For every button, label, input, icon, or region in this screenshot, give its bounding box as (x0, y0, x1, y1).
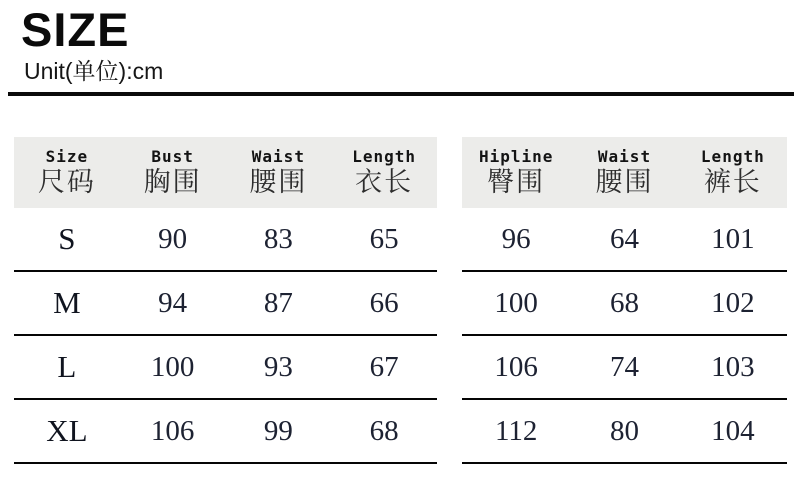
size-label: XL (46, 413, 88, 448)
title-divider (8, 92, 794, 96)
header-waist-en: Waist (251, 147, 305, 167)
measurement-value: 68 (609, 286, 639, 319)
measurement-value: 65 (369, 222, 399, 255)
table-row (14, 336, 437, 400)
header-length-en: Length (352, 147, 417, 167)
measurement-value: 101 (711, 222, 755, 255)
header-waist-en: Waist (597, 147, 652, 167)
header-size-zh: 尺码 (37, 167, 96, 198)
measurement-value: 102 (711, 286, 755, 319)
measurement-value: 93 (263, 350, 293, 383)
measurement-value: 104 (711, 414, 755, 447)
measurement-value: 74 (609, 350, 639, 383)
header-hipline-zh: 臀围 (487, 167, 546, 198)
header-bust-en: Bust (151, 147, 194, 167)
tables-region (14, 137, 787, 464)
measurement-value: 68 (369, 414, 399, 447)
measurement-value: 106 (150, 414, 195, 447)
measurement-value: 83 (263, 222, 293, 255)
table-row (14, 272, 437, 336)
header-cell-bust (120, 137, 226, 208)
header-cell-waist (226, 137, 332, 208)
table-row (462, 336, 787, 400)
measurement-value: 96 (501, 222, 531, 255)
size-label: S (58, 221, 76, 256)
header-cell-size (14, 137, 120, 208)
header-cell-length (679, 137, 787, 208)
garment-size-table (14, 137, 437, 464)
measurement-value: 67 (369, 350, 399, 383)
table-row (462, 272, 787, 336)
header-hipline-en: Hipline (478, 147, 554, 167)
header-cell-hipline (462, 137, 570, 208)
header-length-zh: 衣长 (355, 167, 414, 198)
header-length-zh: 裤长 (703, 167, 762, 198)
garment-table-header-row (14, 137, 437, 208)
header-waist-zh: 腰围 (595, 167, 654, 198)
page-title: SIZE (21, 3, 130, 56)
measurement-value: 99 (263, 414, 293, 447)
table-row (462, 400, 787, 464)
header-size-en: Size (45, 147, 89, 167)
measurement-value: 112 (494, 414, 538, 447)
measurement-value: 87 (263, 286, 293, 319)
header-cell-length (331, 137, 437, 208)
measurement-value: 103 (711, 350, 755, 383)
header-waist-zh: 腰围 (249, 167, 308, 198)
measurement-value: 94 (158, 286, 188, 319)
table-row (14, 208, 437, 272)
size-label: L (57, 349, 77, 384)
header-cell-waist (570, 137, 678, 208)
measurement-value: 66 (369, 286, 399, 319)
measurement-value: 64 (609, 222, 639, 255)
table-row (462, 208, 787, 272)
pants-table-header-row (462, 137, 787, 208)
size-label: M (53, 285, 81, 320)
measurement-value: 80 (609, 414, 639, 447)
pants-size-table (462, 137, 787, 464)
measurement-value: 90 (158, 222, 188, 255)
table-row (14, 400, 437, 464)
measurement-value: 100 (150, 350, 195, 383)
unit-label: Unit(单位):cm (24, 58, 164, 84)
measurement-value: 100 (494, 286, 538, 319)
header-length-en: Length (700, 147, 765, 167)
measurement-value: 106 (494, 350, 538, 383)
header-bust-zh: 胸围 (143, 167, 202, 198)
